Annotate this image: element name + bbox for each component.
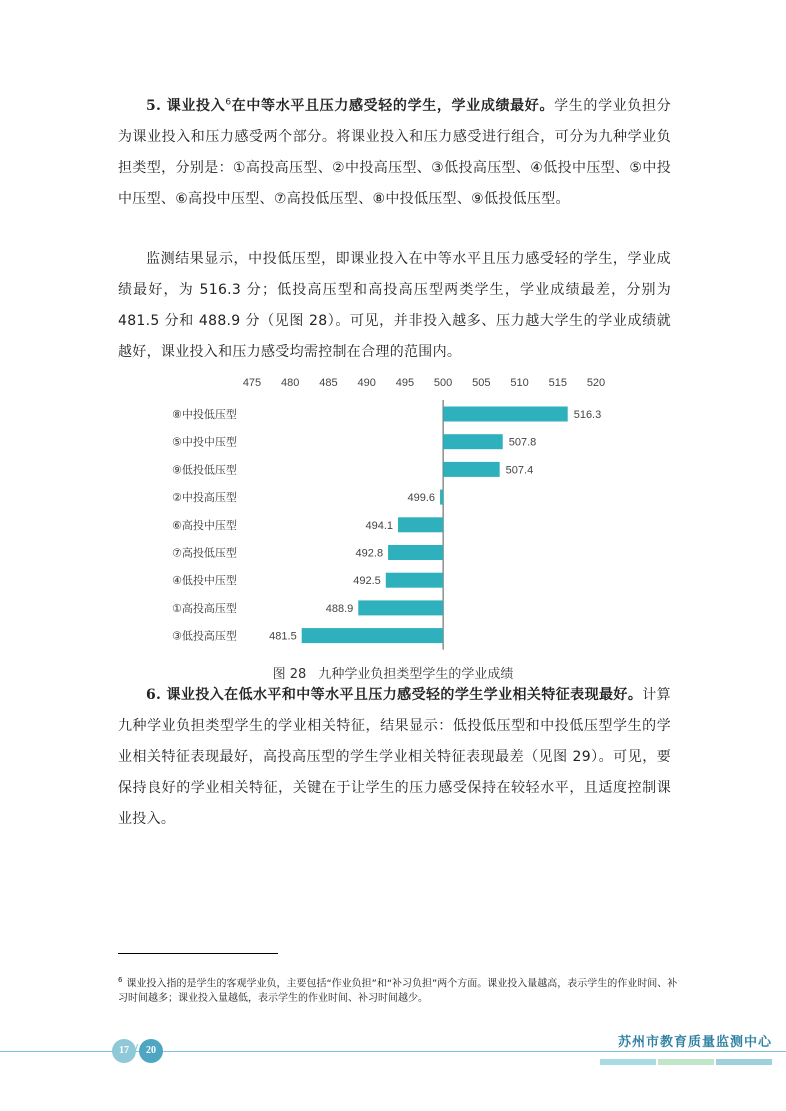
category-label: ①高投高压型 [172,601,237,615]
bar [388,545,443,560]
section6-paragraph [118,680,671,835]
org-name: 苏州市教育质量监测中心 [617,1035,772,1050]
x-tick-label: 495 [395,377,415,389]
bar [443,462,500,477]
section6-heading: 6. 课业投入在低水平和中等水平且压力感受轻的学生学业相关特征表现最好。 [146,687,643,703]
bar [398,517,443,532]
category-label: ⑧中投低压型 [172,408,237,421]
x-tick-label: 475 [242,377,262,389]
page-current-badge: 17 [112,1039,136,1063]
section5-heading-suffix: 在中等水平且压力感受轻的学生，学业成绩最好。 [231,98,555,114]
x-tick-label: 485 [319,377,338,389]
bar [443,407,568,422]
footer-accent-bar-2 [658,1059,714,1065]
footnote-mark: 6 [118,976,123,984]
section6-body: 计算九种学业负担类型学生的学业相关特征，结果显示：低投低压型和中投低压型学生的学业相关特征表现最好，高投高压型的学生学业相关特征表现最差（见图 29）。可见，要保持良好的学业相关特征，关键在于让学生的压力感受保持在较轻水平，且适度控制课业投入。 [118,687,671,827]
value-label: 516.3 [573,409,602,421]
footnote [118,973,678,1006]
bar [302,628,443,643]
category-label: ③低投高压型 [172,629,237,643]
bar [440,490,443,505]
page-separator: / [134,1042,139,1056]
x-tick-label: 490 [357,377,376,389]
category-label: ④低投中压型 [172,574,237,588]
category-label: ⑥高投中压型 [172,518,237,532]
category-label: ⑤中投中压型 [172,435,237,449]
page-total-badge: 20 [139,1039,163,1063]
x-tick-label: 480 [281,377,300,389]
section5-body: 学生的学业负担分为课业投入和压力感受两个部分。将课业投入和压力感受进行组合，可分为九种学业负担类型，分别是：①高投高压型、②中投高压型、③低投高压型、④低投中压型、⑤中投中压型、⑥高投中压型、⑦高投低压型、⑧中投低压型、⑨低投低压型。 [118,98,671,207]
footnote-text: 课业投入指的是学生的客观学业负，主要包括“作业负担”和“补习负担”两个方面。课业投入量越高，表示学生的作业时间、补习时间越多；课业投入量越低，表示学生的作业时间、补习时间越少。 [118,978,678,1005]
section5-heading-prefix: 5. 课业投入 [146,98,226,114]
x-tick-label: 500 [433,377,453,389]
value-label: 494.1 [365,519,394,532]
bar-chart [0,372,786,662]
bar [358,600,443,615]
x-tick-label: 510 [510,377,529,389]
figure-number: 图 28 [272,667,307,682]
figure-title: 九种学业负担类型学生的学业成绩 [318,667,514,682]
footer-accent-bar-1 [600,1059,656,1065]
value-label: 488.9 [325,602,354,615]
value-label: 492.5 [353,575,381,588]
category-label: ⑨低投低压型 [172,463,237,477]
value-label: 492.8 [355,547,384,560]
x-tick-label: 505 [472,377,491,389]
bar [443,434,503,449]
x-tick-label: 515 [548,377,567,389]
section5-paragraph-2: 监测结果显示，中投低压型，即课业投入在中等水平且压力感受轻的学生，学业成绩最好，为 516.3 分；低投高压型和高投高压型两类学生，学业成绩最差，分别为 481.5 分和 488.9 分（见图 28）。可见，并非投入越多、压力越大学生的学业成绩就越好，课业投入和压力感受均需控制在合理的范围内。 [118,251,671,360]
x-tick-label: 520 [586,377,606,389]
footer-accent-bar-3 [716,1059,772,1065]
category-label: ②中投高压型 [172,491,237,505]
footnote-ref[interactable]: 6 [225,97,232,108]
value-label: 507.4 [505,464,534,477]
value-label: 481.5 [269,630,297,643]
value-label: 507.8 [508,436,537,449]
section5-paragraph [118,91,671,215]
footnote-divider [118,953,278,954]
category-label: ⑦高投低压型 [172,546,237,560]
bar [386,573,443,588]
value-label: 499.6 [407,492,436,505]
